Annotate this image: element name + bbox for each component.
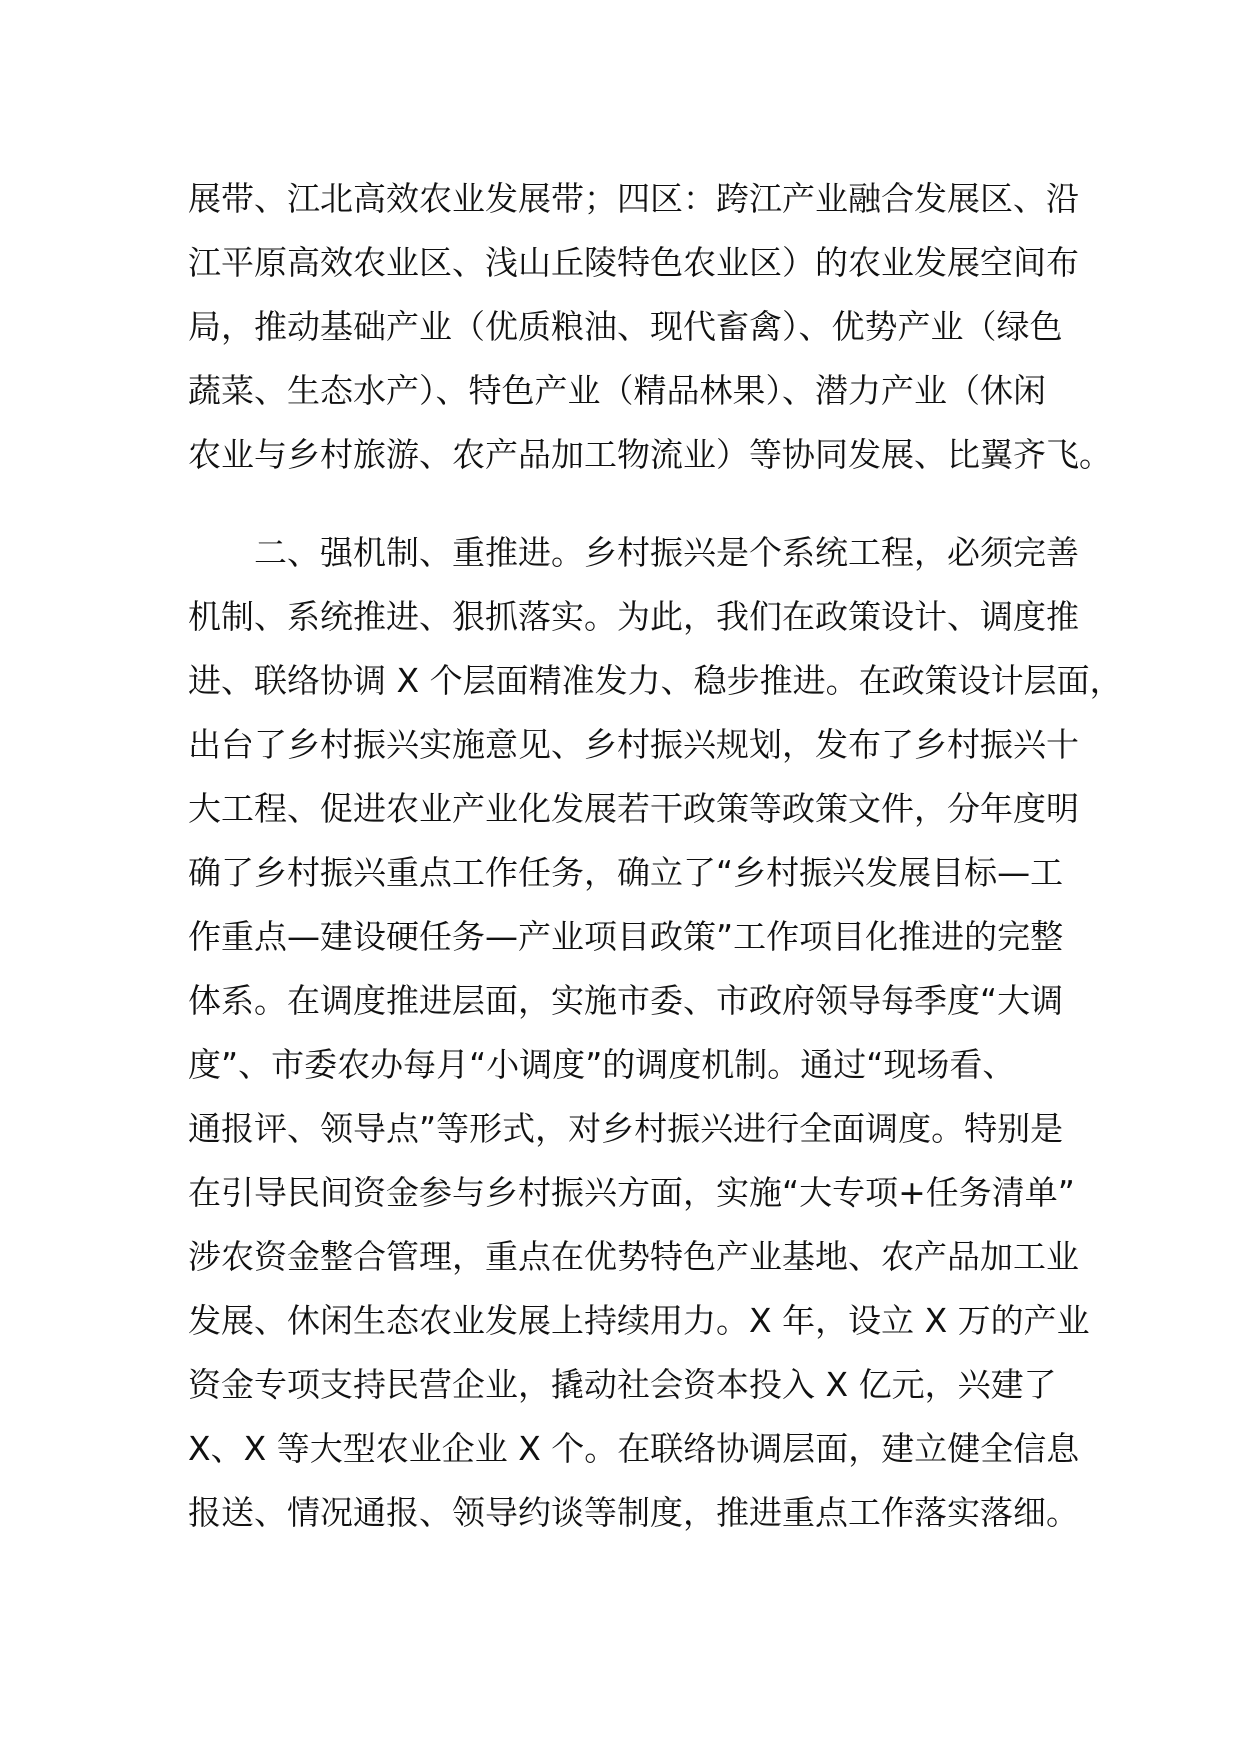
paragraph-2-line: 通报评、领导点”等形式，对乡村振兴进行全面调度。特别是 — [188, 1109, 1064, 1148]
paragraph-2-line: 报送、情况通报、领导约谈等制度，推进重点工作落实落细。 — [188, 1493, 1079, 1532]
paragraph-1-line: 展带、江北高效农业发展带；四区：跨江产业融合发展区、沿 — [188, 179, 1079, 218]
paragraph-1-line: 局，推动基础产业（优质粮油、现代畜禽）、优势产业（绿色 — [188, 307, 1063, 346]
paragraph-2 — [188, 521, 1123, 1545]
paragraph-2-line: X、X 等大型农业企业 X 个。在联络协调层面，建立健全信息 — [188, 1429, 1080, 1468]
paragraph-1-line: 江平原高效农业区、浅山丘陵特色农业区）的农业发展空间布 — [188, 243, 1079, 282]
paragraph-2-line: 涉农资金整合管理，重点在优势特色产业基地、农产品加工业 — [188, 1237, 1079, 1276]
paragraph-2-line: 度”、市委农办每月“小调度”的调度机制。通过“现场看、 — [188, 1045, 1016, 1084]
paragraph-2-line: 在引导民间资金参与乡村振兴方面，实施“大专项+任务清单” — [188, 1173, 1075, 1212]
paragraph-2-line: 二、强机制、重推进。乡村振兴是个系统工程，必须完善 — [188, 533, 1079, 572]
paragraph-2-line: 作重点—建设硬任务—产业项目政策”工作项目化推进的完整 — [188, 917, 1064, 956]
paragraph-2-line: 资金专项支持民营企业，撬动社会资本投入 X 亿元，兴建了 — [188, 1365, 1057, 1404]
paragraph-1-line: 农业与乡村旅游、农产品加工物流业）等协同发展、比翼齐飞。 — [188, 435, 1112, 474]
paragraph-1 — [188, 167, 1112, 487]
paragraph-1-line: 蔬菜、生态水产）、特色产业（精品林果）、潜力产业（休闲 — [188, 371, 1046, 410]
paragraph-2-line: 出台了乡村振兴实施意见、乡村振兴规划，发布了乡村振兴十 — [188, 725, 1079, 764]
paragraph-2-line: 大工程、促进农业产业化发展若干政策等政策文件，分年度明 — [188, 789, 1079, 828]
paragraph-2-line: 进、联络协调 X 个层面精准发力、稳步推进。在政策设计层面， — [188, 661, 1123, 700]
paragraph-2-line: 发展、休闲生态农业发展上持续用力。X 年，设立 X 万的产业 — [188, 1301, 1090, 1340]
paragraph-2-line: 体系。在调度推进层面，实施市委、市政府领导每季度“大调 — [188, 981, 1064, 1020]
paragraph-2-line: 机制、系统推进、狠抓落实。为此，我们在政策设计、调度推 — [188, 597, 1079, 636]
paragraph-2-line: 确了乡村振兴重点工作任务，确立了“乡村振兴发展目标—工 — [188, 853, 1064, 892]
